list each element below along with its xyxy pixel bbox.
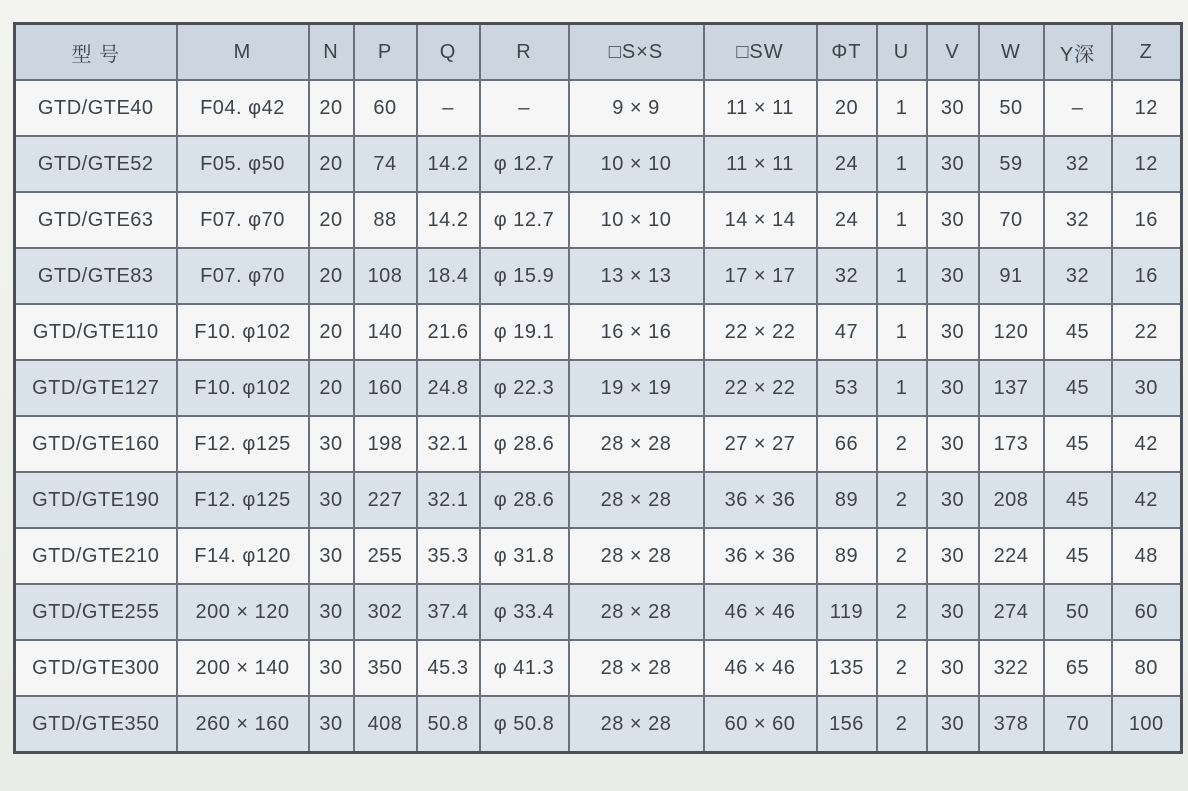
- cell-r: φ 50.8: [480, 696, 569, 753]
- cell-u: 2: [877, 528, 927, 584]
- table-row: [15, 472, 1182, 528]
- cell-q: 32.1: [417, 472, 480, 528]
- cell-u: 2: [877, 416, 927, 472]
- cell-w: 59: [979, 136, 1044, 192]
- cell-sxs: 10 × 10: [569, 136, 704, 192]
- cell-ydepth: 45: [1044, 304, 1112, 360]
- cell-m: F10. φ102: [177, 304, 309, 360]
- cell-v: 30: [927, 528, 979, 584]
- cell-sw: 36 × 36: [704, 472, 817, 528]
- cell-m: F14. φ120: [177, 528, 309, 584]
- cell-model: GTD/GTE300: [15, 640, 177, 696]
- cell-v: 30: [927, 584, 979, 640]
- header-row: [15, 24, 1182, 81]
- cell-n: 30: [309, 584, 354, 640]
- cell-u: 2: [877, 640, 927, 696]
- table-row: [15, 80, 1182, 136]
- cell-n: 20: [309, 192, 354, 248]
- cell-t: 135: [817, 640, 877, 696]
- cell-t: 89: [817, 528, 877, 584]
- cell-q: 21.6: [417, 304, 480, 360]
- cell-m: 260 × 160: [177, 696, 309, 753]
- cell-model: GTD/GTE350: [15, 696, 177, 753]
- cell-sw: 22 × 22: [704, 304, 817, 360]
- spec-table: [13, 22, 1183, 754]
- cell-t: 119: [817, 584, 877, 640]
- cell-w: 120: [979, 304, 1044, 360]
- cell-model: GTD/GTE210: [15, 528, 177, 584]
- cell-t: 24: [817, 136, 877, 192]
- cell-n: 30: [309, 640, 354, 696]
- cell-u: 1: [877, 136, 927, 192]
- cell-p: 88: [354, 192, 417, 248]
- cell-z: 30: [1112, 360, 1182, 416]
- cell-z: 16: [1112, 192, 1182, 248]
- cell-t: 89: [817, 472, 877, 528]
- cell-p: 302: [354, 584, 417, 640]
- table-body: [15, 80, 1182, 753]
- cell-v: 30: [927, 640, 979, 696]
- cell-sxs: 28 × 28: [569, 640, 704, 696]
- cell-w: 137: [979, 360, 1044, 416]
- cell-v: 30: [927, 472, 979, 528]
- cell-model: GTD/GTE40: [15, 80, 177, 136]
- cell-z: 48: [1112, 528, 1182, 584]
- cell-w: 322: [979, 640, 1044, 696]
- cell-r: –: [480, 80, 569, 136]
- cell-u: 1: [877, 248, 927, 304]
- cell-q: –: [417, 80, 480, 136]
- cell-sxs: 28 × 28: [569, 416, 704, 472]
- cell-m: F12. φ125: [177, 472, 309, 528]
- cell-p: 60: [354, 80, 417, 136]
- cell-m: F07. φ70: [177, 248, 309, 304]
- table-row: [15, 528, 1182, 584]
- cell-v: 30: [927, 696, 979, 753]
- cell-ydepth: 65: [1044, 640, 1112, 696]
- cell-r: φ 33.4: [480, 584, 569, 640]
- cell-n: 20: [309, 248, 354, 304]
- cell-q: 32.1: [417, 416, 480, 472]
- cell-z: 12: [1112, 80, 1182, 136]
- cell-m: F05. φ50: [177, 136, 309, 192]
- cell-model: GTD/GTE63: [15, 192, 177, 248]
- table-row: [15, 640, 1182, 696]
- cell-p: 140: [354, 304, 417, 360]
- column-header-u: U: [877, 24, 927, 81]
- cell-q: 35.3: [417, 528, 480, 584]
- cell-z: 80: [1112, 640, 1182, 696]
- cell-n: 30: [309, 416, 354, 472]
- cell-z: 42: [1112, 472, 1182, 528]
- cell-n: 20: [309, 80, 354, 136]
- cell-sw: 22 × 22: [704, 360, 817, 416]
- cell-sxs: 13 × 13: [569, 248, 704, 304]
- column-header-q: Q: [417, 24, 480, 81]
- cell-sxs: 10 × 10: [569, 192, 704, 248]
- column-header-t: ΦT: [817, 24, 877, 81]
- cell-sw: 17 × 17: [704, 248, 817, 304]
- cell-w: 70: [979, 192, 1044, 248]
- cell-r: φ 31.8: [480, 528, 569, 584]
- cell-sw: 27 × 27: [704, 416, 817, 472]
- cell-q: 45.3: [417, 640, 480, 696]
- cell-ydepth: 45: [1044, 360, 1112, 416]
- cell-q: 14.2: [417, 192, 480, 248]
- cell-sw: 11 × 11: [704, 80, 817, 136]
- cell-p: 408: [354, 696, 417, 753]
- cell-q: 24.8: [417, 360, 480, 416]
- cell-sxs: 28 × 28: [569, 696, 704, 753]
- column-header-m: M: [177, 24, 309, 81]
- cell-z: 42: [1112, 416, 1182, 472]
- cell-p: 160: [354, 360, 417, 416]
- cell-t: 20: [817, 80, 877, 136]
- cell-u: 1: [877, 360, 927, 416]
- cell-sxs: 9 × 9: [569, 80, 704, 136]
- cell-v: 30: [927, 304, 979, 360]
- cell-model: GTD/GTE190: [15, 472, 177, 528]
- cell-m: F07. φ70: [177, 192, 309, 248]
- cell-sw: 46 × 46: [704, 584, 817, 640]
- column-header-w: W: [979, 24, 1044, 81]
- column-header-n: N: [309, 24, 354, 81]
- cell-z: 22: [1112, 304, 1182, 360]
- cell-w: 208: [979, 472, 1044, 528]
- cell-p: 74: [354, 136, 417, 192]
- cell-q: 14.2: [417, 136, 480, 192]
- cell-r: φ 12.7: [480, 136, 569, 192]
- cell-u: 1: [877, 80, 927, 136]
- table-row: [15, 696, 1182, 753]
- column-header-model: 型 号: [15, 24, 177, 81]
- cell-t: 24: [817, 192, 877, 248]
- cell-v: 30: [927, 80, 979, 136]
- table-row: [15, 136, 1182, 192]
- cell-r: φ 41.3: [480, 640, 569, 696]
- cell-sw: 46 × 46: [704, 640, 817, 696]
- cell-t: 156: [817, 696, 877, 753]
- cell-ydepth: 32: [1044, 192, 1112, 248]
- cell-v: 30: [927, 416, 979, 472]
- cell-t: 53: [817, 360, 877, 416]
- cell-sxs: 28 × 28: [569, 472, 704, 528]
- cell-sw: 11 × 11: [704, 136, 817, 192]
- cell-p: 108: [354, 248, 417, 304]
- cell-z: 16: [1112, 248, 1182, 304]
- cell-ydepth: 45: [1044, 416, 1112, 472]
- cell-m: F10. φ102: [177, 360, 309, 416]
- cell-p: 255: [354, 528, 417, 584]
- cell-u: 1: [877, 192, 927, 248]
- table-row: [15, 416, 1182, 472]
- cell-sw: 14 × 14: [704, 192, 817, 248]
- cell-ydepth: 50: [1044, 584, 1112, 640]
- cell-model: GTD/GTE83: [15, 248, 177, 304]
- cell-u: 2: [877, 584, 927, 640]
- cell-n: 20: [309, 304, 354, 360]
- cell-q: 18.4: [417, 248, 480, 304]
- column-header-ydepth: Y深: [1044, 24, 1112, 81]
- table-row: [15, 360, 1182, 416]
- cell-w: 274: [979, 584, 1044, 640]
- column-header-sxs: □S×S: [569, 24, 704, 81]
- cell-w: 50: [979, 80, 1044, 136]
- cell-v: 30: [927, 360, 979, 416]
- cell-ydepth: –: [1044, 80, 1112, 136]
- cell-z: 12: [1112, 136, 1182, 192]
- cell-r: φ 22.3: [480, 360, 569, 416]
- cell-n: 20: [309, 136, 354, 192]
- cell-q: 37.4: [417, 584, 480, 640]
- cell-sxs: 28 × 28: [569, 528, 704, 584]
- cell-m: 200 × 120: [177, 584, 309, 640]
- cell-z: 100: [1112, 696, 1182, 753]
- cell-u: 1: [877, 304, 927, 360]
- column-header-r: R: [480, 24, 569, 81]
- cell-m: F12. φ125: [177, 416, 309, 472]
- cell-t: 47: [817, 304, 877, 360]
- cell-ydepth: 45: [1044, 528, 1112, 584]
- cell-r: φ 12.7: [480, 192, 569, 248]
- cell-n: 20: [309, 360, 354, 416]
- cell-sw: 60 × 60: [704, 696, 817, 753]
- cell-w: 173: [979, 416, 1044, 472]
- cell-model: GTD/GTE127: [15, 360, 177, 416]
- cell-n: 30: [309, 528, 354, 584]
- cell-m: 200 × 140: [177, 640, 309, 696]
- cell-p: 350: [354, 640, 417, 696]
- cell-t: 66: [817, 416, 877, 472]
- cell-r: φ 19.1: [480, 304, 569, 360]
- cell-sxs: 19 × 19: [569, 360, 704, 416]
- cell-ydepth: 45: [1044, 472, 1112, 528]
- cell-r: φ 15.9: [480, 248, 569, 304]
- cell-p: 198: [354, 416, 417, 472]
- table-row: [15, 248, 1182, 304]
- cell-v: 30: [927, 136, 979, 192]
- table-row: [15, 584, 1182, 640]
- cell-v: 30: [927, 248, 979, 304]
- cell-u: 2: [877, 696, 927, 753]
- cell-r: φ 28.6: [480, 472, 569, 528]
- cell-w: 91: [979, 248, 1044, 304]
- cell-model: GTD/GTE110: [15, 304, 177, 360]
- cell-r: φ 28.6: [480, 416, 569, 472]
- column-header-p: P: [354, 24, 417, 81]
- cell-u: 2: [877, 472, 927, 528]
- cell-ydepth: 70: [1044, 696, 1112, 753]
- cell-n: 30: [309, 472, 354, 528]
- cell-n: 30: [309, 696, 354, 753]
- cell-sw: 36 × 36: [704, 528, 817, 584]
- cell-ydepth: 32: [1044, 136, 1112, 192]
- cell-w: 224: [979, 528, 1044, 584]
- cell-model: GTD/GTE52: [15, 136, 177, 192]
- column-header-z: Z: [1112, 24, 1182, 81]
- cell-v: 30: [927, 192, 979, 248]
- cell-z: 60: [1112, 584, 1182, 640]
- cell-p: 227: [354, 472, 417, 528]
- cell-m: F04. φ42: [177, 80, 309, 136]
- cell-q: 50.8: [417, 696, 480, 753]
- cell-t: 32: [817, 248, 877, 304]
- column-header-v: V: [927, 24, 979, 81]
- cell-model: GTD/GTE160: [15, 416, 177, 472]
- cell-sxs: 16 × 16: [569, 304, 704, 360]
- cell-model: GTD/GTE255: [15, 584, 177, 640]
- cell-sxs: 28 × 28: [569, 584, 704, 640]
- cell-w: 378: [979, 696, 1044, 753]
- table-row: [15, 192, 1182, 248]
- column-header-sw: □SW: [704, 24, 817, 81]
- cell-ydepth: 32: [1044, 248, 1112, 304]
- table-row: [15, 304, 1182, 360]
